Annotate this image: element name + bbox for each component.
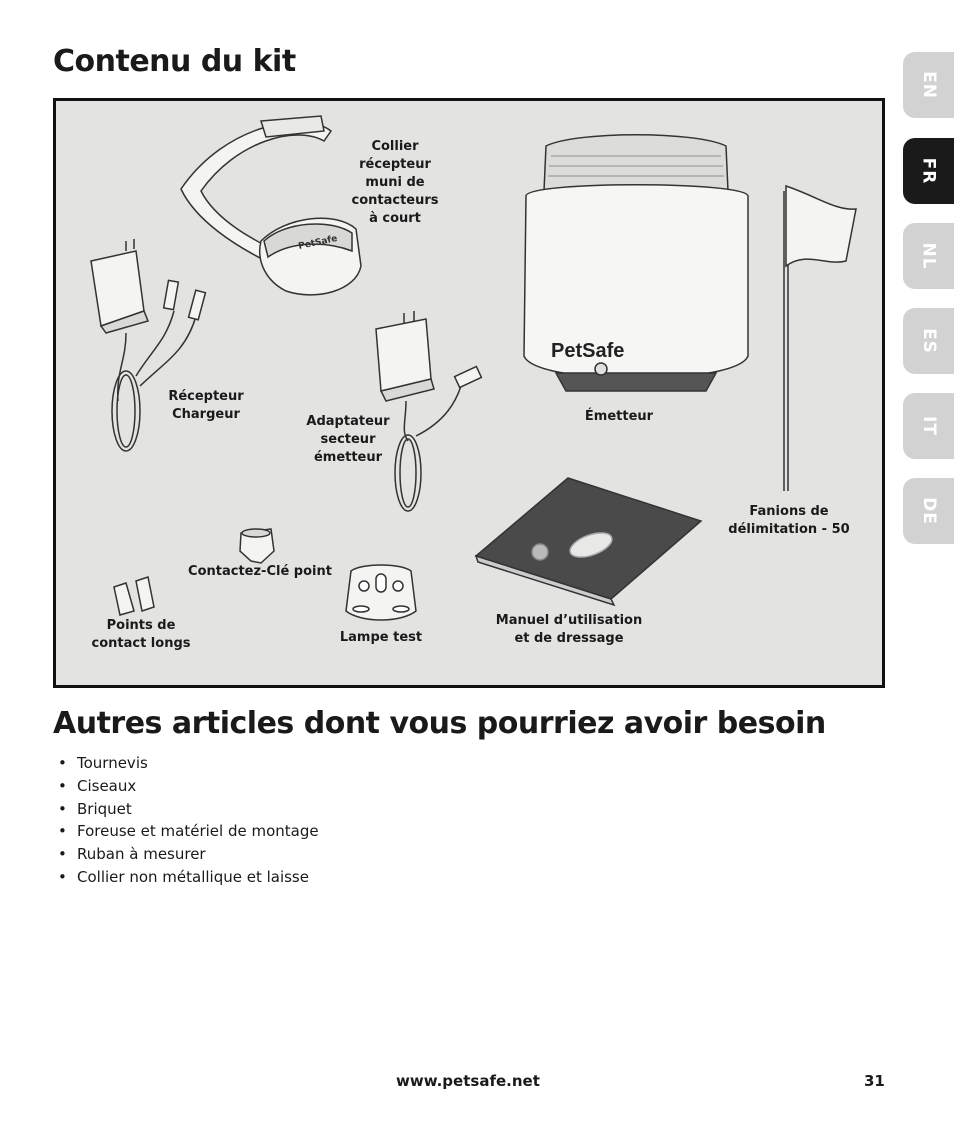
- tab-nl[interactable]: NL: [903, 223, 954, 289]
- page-title: Contenu du kit: [53, 44, 296, 79]
- page-number: 31: [864, 1072, 885, 1090]
- receiver-collar-illustration: [181, 116, 361, 295]
- label-transmitter: Émetteur: [584, 409, 654, 424]
- adapter-illustration: [376, 311, 481, 511]
- label-boundary-flags: Fanions de délimitation - 50: [728, 504, 850, 537]
- contact-points-illustration: [114, 577, 154, 615]
- label-adapter: Adaptateur secteur émetteur: [306, 414, 390, 465]
- tab-fr[interactable]: FR: [903, 138, 954, 204]
- tab-es[interactable]: ES: [903, 308, 954, 374]
- tab-en[interactable]: EN: [903, 52, 954, 118]
- label-test-lamp: Lampe test: [339, 630, 423, 645]
- list-item: • Collier non métallique et laisse: [55, 866, 319, 889]
- manual-illustration: [476, 478, 701, 605]
- other-items-list: [55, 752, 319, 889]
- label-receiver-collar: Collier récepteur muni de contacteurs à court: [351, 139, 439, 226]
- tab-de[interactable]: DE: [903, 478, 954, 544]
- label-contact-key: Contactez-Clé point: [188, 564, 332, 579]
- section-title-other-items: Autres articles dont vous pourriez avoir besoin: [53, 706, 826, 741]
- contact-key-illustration: [240, 529, 274, 563]
- kit-contents-box: [53, 98, 885, 688]
- label-charger: Récepteur Chargeur: [168, 389, 244, 422]
- list-item: • Ciseaux: [55, 775, 319, 798]
- label-contact-points: Points de contact longs: [91, 618, 191, 651]
- list-item: • Tournevis: [55, 752, 319, 775]
- list-item: • Foreuse et matériel de montage: [55, 820, 319, 843]
- list-item: • Briquet: [55, 798, 319, 821]
- collar-logo-text: PetSafe: [297, 233, 339, 252]
- transmitter-logo-text: PetSafe: [551, 340, 625, 362]
- boundary-flag-illustration: [784, 186, 856, 491]
- test-lamp-illustration: [346, 565, 416, 620]
- label-manual: Manuel d’utilisation et de dressage: [495, 613, 643, 646]
- list-item: • Ruban à mesurer: [55, 843, 319, 866]
- footer-url: www.petsafe.net: [396, 1072, 540, 1090]
- tab-it[interactable]: IT: [903, 393, 954, 459]
- transmitter-illustration: [524, 135, 748, 391]
